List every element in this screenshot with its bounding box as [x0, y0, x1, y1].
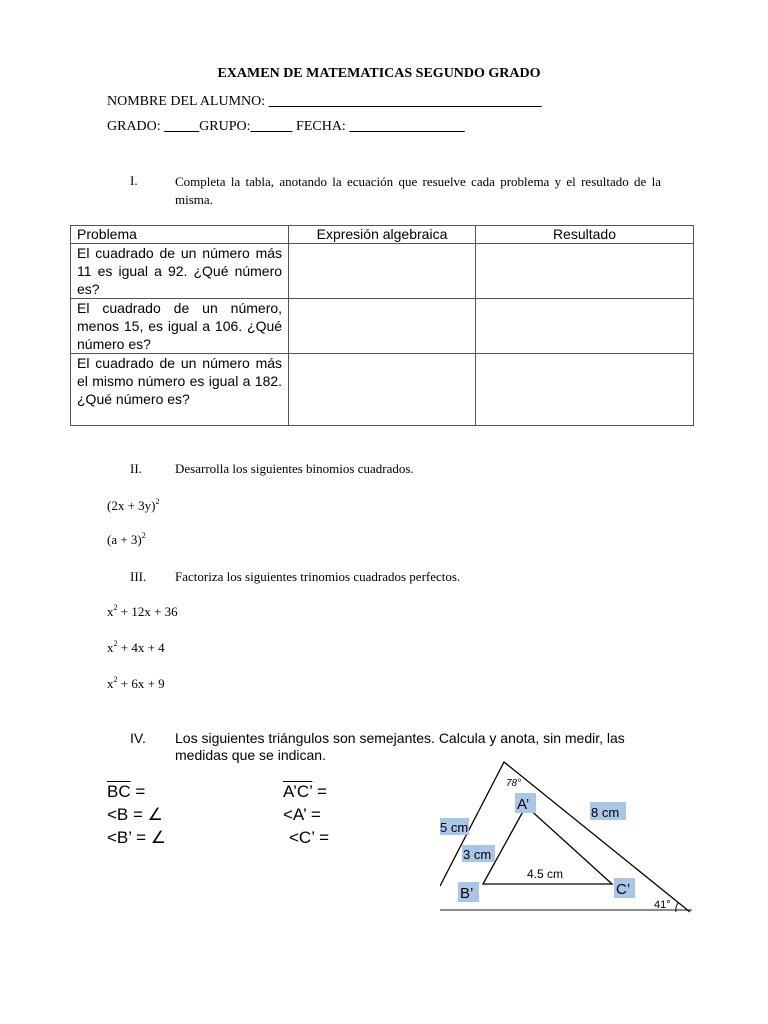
problem-cell: El cuadrado de un número, menos 15, es igual a 106. ¿Qué número es?	[71, 299, 289, 354]
result-cell[interactable]	[475, 244, 693, 299]
result-cell[interactable]	[475, 354, 693, 426]
section-1-instructions: Completa la tabla, anotando la ecuación que resuelve cada problema y el resultado de la misma.	[175, 174, 661, 207]
question-bc	[107, 782, 145, 802]
section-4-number: IV.	[130, 730, 146, 746]
student-name-line	[107, 94, 542, 110]
angle-41-label: 41°	[654, 899, 671, 911]
segment-bc-label: $\overline{BC}$	[107, 782, 131, 801]
table-header-expression: Expresión algebraica	[289, 226, 476, 244]
outer-left-length: 5 cm	[440, 820, 469, 835]
problem-cell: El cuadrado de un número más el mismo número es igual a 182. ¿Qué número es?	[71, 354, 289, 426]
question-angle-a-prime: <A’ =	[283, 805, 321, 824]
binomial-1	[107, 498, 160, 514]
inner-left-length: 3 cm	[463, 847, 492, 862]
table-header-row	[71, 226, 694, 244]
section-4-instructions: Los siguientes triángulos son semejantes. Calcula y anota, sin medir, las medidas que se indican.	[175, 730, 625, 763]
student-name-blank[interactable]	[269, 94, 542, 109]
angle-78-label: 78°	[506, 778, 522, 789]
trinomial-2-base: x	[107, 640, 114, 655]
question-bc-equals: =	[130, 782, 146, 801]
question-angle-b: <B = ∠	[107, 805, 163, 824]
trinomial-2	[107, 640, 165, 656]
trinomial-1-exponent: 2	[113, 603, 118, 612]
group-label: GRUPO:	[199, 119, 251, 134]
expression-cell[interactable]	[289, 244, 476, 299]
grade-label: GRADO:	[107, 119, 165, 134]
trinomial-3-rest: + 6x + 9	[117, 676, 165, 691]
segment-ac-prime-label: A’C’	[283, 782, 313, 801]
problem-cell: El cuadrado de un número más 11 es igual a 92. ¿Qué número es?	[71, 244, 289, 299]
problems-table	[70, 225, 694, 426]
expression-cell[interactable]	[289, 299, 476, 354]
table-header-result: Resultado	[475, 226, 693, 244]
trinomial-1	[107, 604, 178, 620]
section-2-instructions: Desarrolla los siguientes binomios cuadrados.	[175, 461, 414, 476]
binomial-2	[107, 532, 146, 548]
expression-cell[interactable]	[289, 354, 476, 426]
trinomial-2-exponent: 2	[113, 639, 118, 648]
grade-blank[interactable]	[164, 119, 199, 134]
section-3-number: III.	[130, 569, 147, 584]
inner-base-length: 4.5 cm	[527, 867, 564, 881]
section-2-number: II.	[130, 461, 142, 476]
question-angle-b-prime: <B’ = ∠	[107, 828, 167, 847]
question-ac-prime-equals: =	[312, 782, 327, 801]
vertex-b-prime-label: B’	[460, 885, 474, 902]
student-name-label: NOMBRE DEL ALUMNO:	[107, 94, 269, 109]
vertex-a-prime-label: A’	[517, 796, 530, 813]
trinomial-3	[107, 676, 165, 692]
section-3-instructions: Factoriza los siguientes trinomios cuadrados perfectos.	[175, 569, 461, 584]
table-header-problem: Problema	[71, 226, 289, 244]
outer-right-length: 8 cm	[591, 805, 620, 820]
question-ac-prime	[283, 782, 327, 802]
similar-triangles-figure	[440, 756, 700, 918]
vertex-c-prime-label: C’	[616, 881, 631, 898]
binomial-1-base: (2x + 3y)	[107, 498, 156, 513]
result-cell[interactable]	[475, 299, 693, 354]
date-blank[interactable]	[349, 119, 465, 134]
trinomial-2-rest: + 4x + 4	[117, 640, 165, 655]
trinomial-1-base: x	[107, 604, 114, 619]
trinomial-3-exponent: 2	[113, 675, 118, 684]
binomial-1-exponent: 2	[155, 497, 160, 506]
section-1-number: I.	[130, 173, 138, 188]
table-row	[71, 299, 694, 354]
date-label: FECHA:	[292, 119, 350, 134]
group-blank[interactable]	[251, 119, 293, 134]
trinomial-3-base: x	[107, 676, 114, 691]
trinomial-1-rest: + 12x + 36	[117, 604, 178, 619]
table-row	[71, 244, 694, 299]
question-angle-c-prime: <C’ =	[289, 828, 330, 847]
table-row	[71, 354, 694, 426]
grade-group-date-line	[107, 119, 465, 135]
binomial-2-exponent: 2	[141, 531, 146, 540]
binomial-2-base: (a + 3)	[107, 532, 142, 547]
exam-title: EXAMEN DE MATEMATICAS SEGUNDO GRADO	[217, 66, 541, 81]
